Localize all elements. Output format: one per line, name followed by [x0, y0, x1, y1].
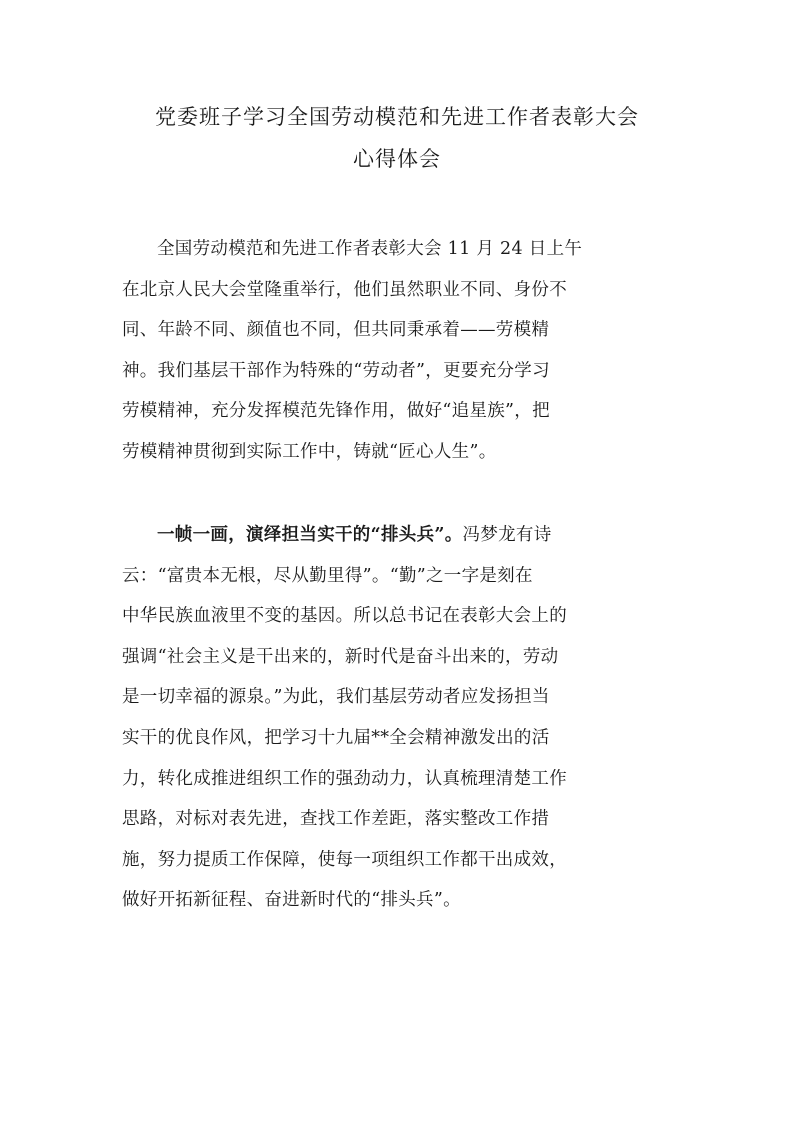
paragraph-1-line-1: 全国劳动模范和先进工作者表彰大会 11 月 24 日上午 [157, 239, 583, 259]
paragraph-1-line-4: 神。我们基层干部作为特殊的“劳动者”，更要充分学习 [122, 360, 550, 381]
paragraph-2-line-6: 实干的优良作风，把学习十九届**全会精神激发出的活 [122, 727, 550, 748]
paragraph-2-line-7: 力，转化成推进组织工作的强劲动力，认真梳理清楚工作 [122, 768, 567, 789]
paragraph-2-line-4: 强调“社会主义是干出来的，新时代是奋斗出来的，劳动 [122, 646, 559, 667]
paragraph-2-line-5: 是一切幸福的源泉。”为此，我们基层劳动者应发扬担当 [122, 687, 550, 708]
paragraph-2-lead-sentence: 一帧一画，演绎担当实干的“排头兵”。 [157, 525, 463, 545]
paragraph-2-line-3: 中华民族血液里不变的基因。所以总书记在表彰大会上的 [122, 606, 567, 627]
paragraph-1-line-6: 劳模精神贯彻到实际工作中，铸就“匠心人生”。 [122, 441, 497, 462]
paragraph-2-line-2: 云：“富贵本无根，尽从勤里得”。“勤”之一字是刻在 [122, 565, 533, 586]
paragraph-2-line-8: 思路，对标对表先进，查找工作差距，落实整改工作措 [122, 809, 550, 830]
title-line-1: 党委班子学习全国劳动模范和先进工作者表彰大会 [155, 105, 639, 129]
paragraph-2-line-1 [122, 515, 662, 556]
paragraph-2-first-line-rest: 冯梦龙有诗 [462, 525, 552, 545]
paragraph-1-line-5: 劳模精神，充分发挥模范先锋作用，做好“追星族”，把 [122, 401, 550, 422]
paragraph-2-line-10: 做好开拓新征程、奋进新时代的“排头兵”。 [122, 890, 461, 911]
paragraph-2-line-9: 施，努力提质工作保障，使每一项组织工作都干出成效， [122, 849, 567, 870]
paragraph-1-line-3: 同、年龄不同、颜值也不同，但共同秉承着——劳模精 [122, 320, 550, 341]
paragraph-1 [122, 229, 662, 473]
document-title [100, 96, 694, 180]
title-line-2: 心得体会 [353, 147, 441, 171]
paragraph-2 [122, 515, 662, 921]
paragraph-1-line-2: 在北京人民大会堂隆重举行，他们虽然职业不同、身份不 [122, 279, 567, 300]
